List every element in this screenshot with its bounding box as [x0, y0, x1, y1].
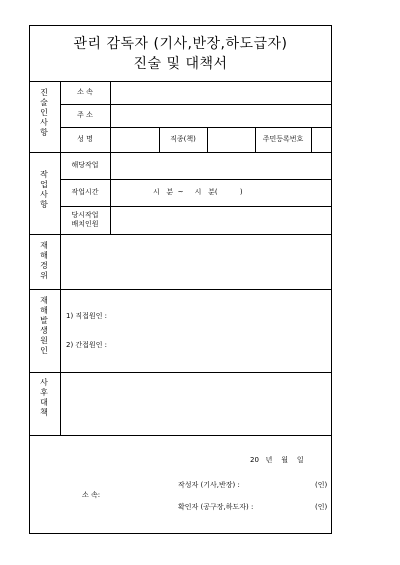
author-label: 작성자 (기사,반장) :: [178, 481, 240, 489]
author-seal: (인): [315, 481, 328, 489]
divider: [60, 127, 331, 128]
divider: [60, 104, 331, 105]
label-job-type: 직종(책): [170, 135, 196, 143]
section-accident-course: 재해경위: [40, 241, 48, 280]
divider: [207, 127, 208, 152]
form-title: [30, 34, 331, 74]
divider: [60, 206, 331, 207]
label-work-time: 작업시간: [71, 188, 99, 196]
direct-cause-label: 1) 직접원인 :: [66, 312, 108, 320]
form-title-line1: 관리 감독자 (기사,반장,하도급자): [73, 36, 288, 52]
divider: [30, 435, 331, 436]
divider: [60, 179, 331, 180]
confirmer-seal: (인): [315, 503, 328, 511]
signature-date: 20 년 월 일: [250, 456, 304, 464]
divider: [30, 289, 331, 290]
divider: [110, 81, 111, 234]
confirmer-label: 확인자 (공구장,하도자) :: [178, 503, 254, 511]
divider: [30, 372, 331, 373]
form-title-line2: 진술 및 대책서: [133, 56, 228, 72]
section-follow-up: 사후대책: [40, 378, 48, 417]
work-time-value: 시 분 ~ 시 분( ): [153, 188, 243, 196]
divider: [311, 127, 312, 152]
divider: [30, 234, 331, 235]
indirect-cause-label: 2) 간접원인 :: [66, 341, 108, 349]
section-statement-person: 진술인사항: [40, 88, 48, 137]
label-assigned-workers: 당시작업 배치인원: [71, 211, 99, 228]
section-accident-cause: 재해발생원인: [40, 296, 48, 355]
label-work-task: 해당작업: [71, 161, 99, 169]
label-affiliation: 소 속: [77, 88, 93, 96]
divider: [30, 81, 331, 82]
section-work-info: 작업사항: [40, 170, 48, 209]
footer-affiliation: 소 속:: [82, 491, 101, 499]
label-address: 주 소: [77, 111, 93, 119]
divider: [30, 152, 331, 153]
statement-form: [29, 25, 332, 534]
label-resident-number: 주민등록번호: [262, 135, 304, 143]
label-name: 성 명: [77, 135, 93, 143]
